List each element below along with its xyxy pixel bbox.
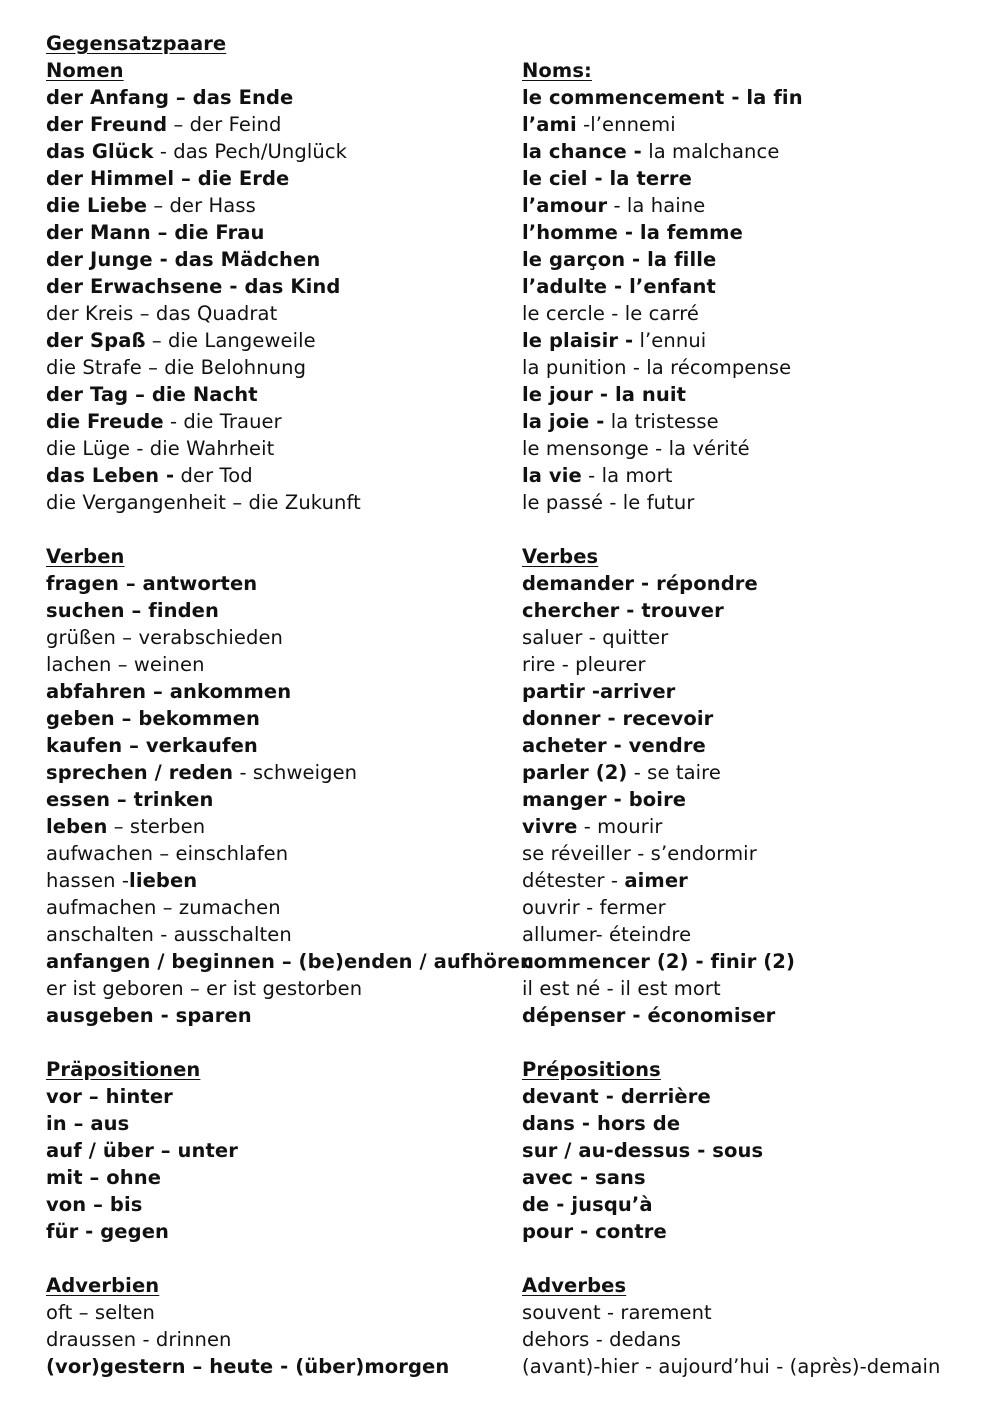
regular-segment: se réveiller - s’endormir	[522, 842, 757, 865]
word-pair	[522, 1326, 992, 1353]
bold-segment: vivre	[522, 815, 578, 838]
bold-segment: le ciel - la terre	[522, 167, 692, 190]
word-pair	[46, 435, 506, 462]
section-heading: Verbes	[522, 545, 599, 568]
french-column	[522, 30, 992, 1380]
word-pair	[522, 219, 992, 246]
bold-segment: der Erwachsene - das Kind	[46, 275, 341, 298]
word-pair	[46, 1110, 506, 1137]
regular-segment: draussen - drinnen	[46, 1328, 232, 1351]
regular-segment: die Vergangenheit – die Zukunft	[46, 491, 361, 514]
section-heading: Verben	[46, 545, 125, 568]
bold-segment: de - jusqu’à	[522, 1193, 653, 1216]
word-pair	[46, 1164, 506, 1191]
regular-segment: (avant)-hier - aujourd’hui - (après)-demain	[522, 1355, 941, 1378]
regular-segment: le passé - le futur	[522, 491, 695, 514]
word-pair	[522, 408, 992, 435]
bold-segment: l’homme - la femme	[522, 221, 743, 244]
bold-segment: der Mann – die Frau	[46, 221, 265, 244]
regular-segment: - la haine	[607, 194, 706, 217]
bold-segment: l’adulte - l’enfant	[522, 275, 716, 298]
bold-segment: lieben	[129, 869, 198, 892]
bold-segment: essen – trinken	[46, 788, 214, 811]
regular-segment: -l’ennemi	[576, 113, 676, 136]
regular-segment: détester -	[522, 869, 625, 892]
bold-segment: devant - derrière	[522, 1085, 711, 1108]
bold-segment: le jour - la nuit	[522, 383, 687, 406]
bold-segment: avec - sans	[522, 1166, 646, 1189]
word-pair	[522, 624, 992, 651]
section-gap	[46, 1245, 506, 1272]
regular-segment: l’ennui	[633, 329, 707, 352]
section-gap	[522, 516, 992, 543]
word-pair	[522, 705, 992, 732]
word-pair	[46, 921, 506, 948]
bold-segment: donner - recevoir	[522, 707, 714, 730]
word-pair	[46, 192, 506, 219]
regular-segment: rire - pleurer	[522, 653, 646, 676]
regular-segment: oft – selten	[46, 1301, 156, 1324]
word-pair	[522, 1002, 992, 1029]
regular-segment: anschalten - ausschalten	[46, 923, 292, 946]
bold-segment: leben	[46, 815, 108, 838]
regular-segment: der Kreis – das Quadrat	[46, 302, 278, 325]
word-pair	[46, 705, 506, 732]
word-pair	[46, 759, 506, 786]
word-pair	[522, 1110, 992, 1137]
word-pair	[46, 1218, 506, 1245]
word-pair	[46, 975, 506, 1002]
bold-segment: dépenser - économiser	[522, 1004, 776, 1027]
section-heading: Prépositions	[522, 1058, 661, 1081]
bold-segment: von – bis	[46, 1193, 143, 1216]
word-pair	[522, 921, 992, 948]
bold-segment: acheter - vendre	[522, 734, 706, 757]
title-spacer	[522, 30, 992, 57]
word-pair	[522, 300, 992, 327]
word-pair	[522, 327, 992, 354]
regular-segment: la tristesse	[604, 410, 719, 433]
regular-segment: - mourir	[577, 815, 663, 838]
bold-segment: die Liebe	[46, 194, 148, 217]
bold-segment: partir -arriver	[522, 680, 676, 703]
word-pair	[522, 246, 992, 273]
word-pair	[522, 867, 992, 894]
regular-segment: er ist geboren – er ist gestorben	[46, 977, 363, 1000]
bold-segment: la joie -	[522, 410, 605, 433]
regular-segment: lachen – weinen	[46, 653, 205, 676]
word-pair	[522, 786, 992, 813]
word-pair	[46, 570, 506, 597]
regular-segment: la malchance	[641, 140, 780, 163]
regular-segment: il est né - il est mort	[522, 977, 721, 1000]
bold-segment: der Spaß	[46, 329, 146, 352]
word-pair	[522, 354, 992, 381]
regular-segment: – die Langeweile	[145, 329, 316, 352]
section-heading: Adverbien	[46, 1274, 160, 1297]
word-pair	[46, 1353, 506, 1380]
bold-segment: sprechen / reden	[46, 761, 234, 784]
bold-segment: für - gegen	[46, 1220, 170, 1243]
bold-segment: la vie	[522, 464, 582, 487]
word-pair	[522, 1164, 992, 1191]
bold-segment: parler (2)	[522, 761, 628, 784]
regular-segment: - se taire	[627, 761, 721, 784]
bold-segment: auf / über – unter	[46, 1139, 238, 1162]
bold-segment: le commencement - la fin	[522, 86, 803, 109]
word-pair	[46, 381, 506, 408]
regular-segment: - la mort	[581, 464, 673, 487]
bold-segment: manger - boire	[522, 788, 687, 811]
regular-segment: dehors - dedans	[522, 1328, 681, 1351]
word-pair	[46, 1299, 506, 1326]
word-pair	[522, 948, 992, 975]
regular-segment: grüßen – verabschieden	[46, 626, 284, 649]
word-pair	[46, 678, 506, 705]
regular-segment: hassen -	[46, 869, 130, 892]
bold-segment: der Himmel – die Erde	[46, 167, 290, 190]
bold-segment: geben – bekommen	[46, 707, 260, 730]
regular-segment: aufwachen – einschlafen	[46, 842, 289, 865]
word-pair	[522, 489, 992, 516]
bold-segment: ausgeben - sparen	[46, 1004, 252, 1027]
word-pair	[46, 111, 506, 138]
section-heading: Präpositionen	[46, 1058, 201, 1081]
bold-segment: chercher - trouver	[522, 599, 724, 622]
bold-segment: der Tag – die Nacht	[46, 383, 258, 406]
german-column	[46, 30, 534, 1380]
page-title: Gegensatzpaare	[46, 32, 227, 55]
section-gap	[46, 1029, 506, 1056]
regular-segment: der Tod	[174, 464, 253, 487]
word-pair	[46, 840, 506, 867]
bold-segment: la chance -	[522, 140, 642, 163]
word-pair	[46, 894, 506, 921]
word-pair	[46, 1083, 506, 1110]
word-pair	[46, 84, 506, 111]
bold-segment: der Junge - das Mädchen	[46, 248, 321, 271]
bold-segment: aimer	[624, 869, 688, 892]
bold-segment: fragen – antworten	[46, 572, 258, 595]
word-pair	[522, 1299, 992, 1326]
regular-segment: le mensonge - la vérité	[522, 437, 750, 460]
bold-segment: anfangen / beginnen – (be)enden / aufhören	[46, 950, 534, 973]
word-pair	[46, 300, 506, 327]
bold-segment: mit – ohne	[46, 1166, 162, 1189]
word-pair	[46, 867, 506, 894]
word-pair	[46, 138, 506, 165]
regular-segment: – sterben	[107, 815, 206, 838]
word-pair	[46, 1326, 506, 1353]
bold-segment: in – aus	[46, 1112, 130, 1135]
bold-segment: der Anfang – das Ende	[46, 86, 294, 109]
regular-segment: - das Pech/Unglück	[153, 140, 348, 163]
bold-segment: die Freude	[46, 410, 164, 433]
word-pair	[46, 273, 506, 300]
regular-segment: souvent - rarement	[522, 1301, 712, 1324]
word-pair	[46, 1191, 506, 1218]
word-pair	[46, 462, 506, 489]
regular-segment: saluer - quitter	[522, 626, 669, 649]
bold-segment: demander - répondre	[522, 572, 758, 595]
word-pair	[46, 165, 506, 192]
section-gap	[522, 1245, 992, 1272]
word-pair	[46, 246, 506, 273]
word-pair	[46, 489, 506, 516]
bold-segment: abfahren – ankommen	[46, 680, 292, 703]
regular-segment: la punition - la récompense	[522, 356, 792, 379]
bold-segment: (vor)gestern – heute - (über)morgen	[46, 1355, 450, 1378]
regular-segment: – der Feind	[167, 113, 282, 136]
bold-segment: der Freund	[46, 113, 168, 136]
regular-segment: – der Hass	[147, 194, 256, 217]
word-pair	[522, 381, 992, 408]
word-pair	[522, 759, 992, 786]
word-pair	[522, 462, 992, 489]
bold-segment: l’amour	[522, 194, 608, 217]
bold-segment: l’ami	[522, 113, 577, 136]
word-pair	[522, 732, 992, 759]
word-pair	[522, 813, 992, 840]
bold-segment: sur / au-dessus - sous	[522, 1139, 764, 1162]
bold-segment: le garçon - la fille	[522, 248, 717, 271]
word-pair	[522, 273, 992, 300]
bold-segment: dans - hors de	[522, 1112, 681, 1135]
word-pair	[522, 570, 992, 597]
word-pair	[522, 165, 992, 192]
bold-segment: das Leben -	[46, 464, 175, 487]
regular-segment: le cercle - le carré	[522, 302, 700, 325]
section-gap	[46, 516, 506, 543]
section-heading: Nomen	[46, 59, 124, 82]
word-pair	[46, 1002, 506, 1029]
regular-segment: die Strafe – die Belohnung	[46, 356, 307, 379]
word-pair	[46, 1137, 506, 1164]
word-pair	[522, 1137, 992, 1164]
regular-segment: - schweigen	[233, 761, 358, 784]
regular-segment: aufmachen – zumachen	[46, 896, 281, 919]
word-pair	[522, 894, 992, 921]
word-pair	[522, 192, 992, 219]
word-pair	[522, 975, 992, 1002]
word-pair	[46, 651, 506, 678]
word-pair	[46, 408, 506, 435]
word-pair	[46, 813, 506, 840]
word-pair	[522, 651, 992, 678]
bold-segment: pour - contre	[522, 1220, 667, 1243]
word-pair	[522, 1353, 992, 1380]
word-pair	[522, 678, 992, 705]
word-pair	[46, 786, 506, 813]
word-pair	[46, 948, 534, 975]
bold-segment: kaufen – verkaufen	[46, 734, 258, 757]
regular-segment: die Lüge - die Wahrheit	[46, 437, 275, 460]
bold-segment: vor – hinter	[46, 1085, 173, 1108]
word-pair	[46, 597, 506, 624]
word-pair	[522, 840, 992, 867]
bold-segment: das Glück	[46, 140, 154, 163]
bold-segment: le plaisir -	[522, 329, 634, 352]
word-pair	[46, 624, 506, 651]
word-pair	[46, 354, 506, 381]
word-pair	[522, 138, 992, 165]
regular-segment: allumer- éteindre	[522, 923, 692, 946]
section-heading: Adverbes	[522, 1274, 627, 1297]
section-heading: Noms:	[522, 59, 592, 82]
bold-segment: suchen – finden	[46, 599, 219, 622]
word-pair	[46, 219, 506, 246]
regular-segment: ouvrir - fermer	[522, 896, 666, 919]
word-pair	[46, 327, 506, 354]
word-pair	[522, 84, 992, 111]
word-pair	[522, 1191, 992, 1218]
section-gap	[522, 1029, 992, 1056]
word-pair	[46, 732, 506, 759]
word-pair	[522, 1083, 992, 1110]
word-pair	[522, 1218, 992, 1245]
word-pair	[522, 111, 992, 138]
word-pair	[522, 597, 992, 624]
regular-segment: - die Trauer	[163, 410, 282, 433]
word-pair	[522, 435, 992, 462]
bold-segment: commencer (2) - finir (2)	[522, 950, 795, 973]
